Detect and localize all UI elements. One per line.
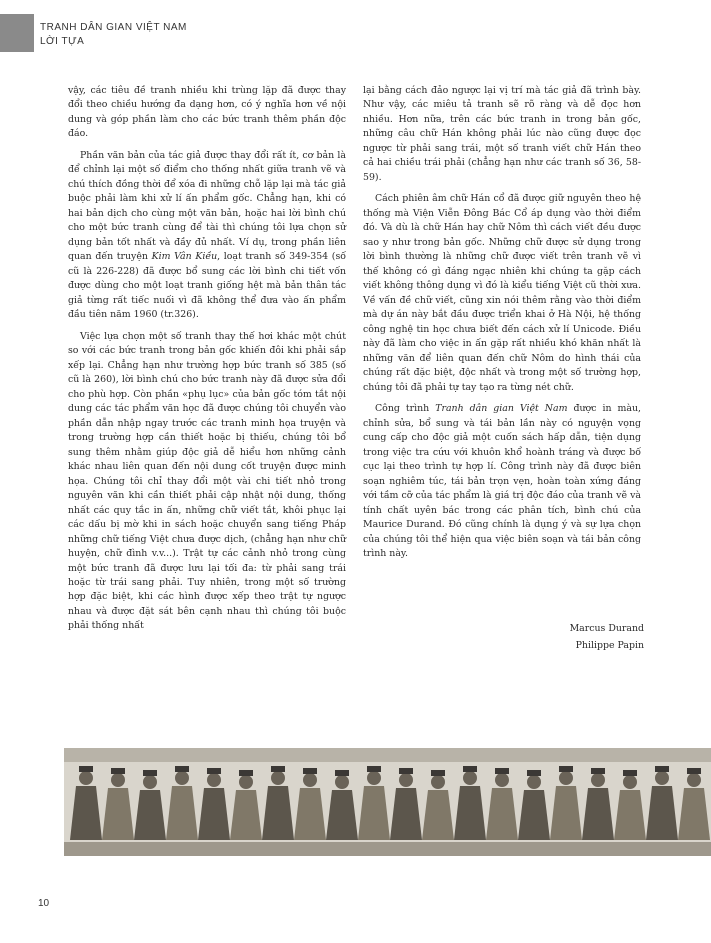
figure-hat	[399, 768, 413, 774]
book-title: TRANH DÂN GIAN VIỆT NAM	[40, 22, 187, 33]
figure-hat	[591, 768, 605, 774]
italic-title: Kim Vân Kiều	[151, 251, 218, 263]
figure-hat	[239, 770, 253, 776]
figure-head	[367, 771, 381, 785]
figure-hat	[367, 766, 381, 772]
left-paragraph-3: Việc lựa chọn một số tranh thay thế hơi khác một chút so với các bức tranh trong bản gốc khiến đôi khi phải sắp xếp lại. Chẳng hạn như trường hợp bức tranh số 385 (số cũ là 260), lời bình chú cho bức tranh này đã được sửa đổi cho phù hợp. Còn phần «phụ lục» của bản gốc tóm tắt nội dung các tác phẩm văn học đã được chúng tôi chuyển vào phần dẫn nhập ngay trước các tranh minh họa truyện và trong trường hợp cần thiết hoặc bị thiếu, chúng tôi bổ sung thêm nhằm giúp độc giả dễ hiểu hơn những cảnh khác nhau liên quan đến nội dung cốt truyện được minh họa. Chúng tôi chỉ thay đổi một vài chi tiết nhỏ trong nguyên văn khi cần thiết phải cập nhật nội dung, thống nhất các quy tắc in ấn, những chữ viết tắt, khôi phục lại các dấu bị mờ khi in sách hoặc chuyển sang tiếng Pháp những chữ tiếng Việt chưa được dịch, (chẳng hạn như chữ huyện, chữ đình v.v...). Trật tự các cảnh nhỏ trong cùng một bức tranh đã được lưu lại tối đa: từ phải sang trái hoặc từ trái sang phải. Tuy nhiên, trong một số trường hợp đặc biệt, khi các hình được xếp theo trật tự ngược nhau và được đặt sát bên cạnh nhau thì chúng tôi buộc phải thống nhất	[68, 330, 346, 632]
figure-head	[207, 773, 221, 787]
left-paragraph-2: Phần văn bản của tác giả được thay đổi rất ít, cơ bản là để chỉnh lại một số điểm cho thống nhất giữa tranh vẽ và chú thích đồng thời để xóa đi những chỗ lặp lại mà tác giả buộc phải làm khi xử lí ấn phẩm gốc. Chẳng hạn, khi có hai bản dịch cho cùng một văn bản, hoặc hai lời bình chú cho một bức tranh cùng để tài thì chúng tôi lựa chọn sử dụng bản tốt nhất và đầy đủ nhất. Ví dụ, trong phần liên quan đến truyện Kim Vân Kiều, loạt tranh số 349-354 (số cũ là 226-228) đã được bổ sung các lời bình chi tiết vốn được dùng cho một loạt tranh giống hệt mà bản thân tác giả từng rất tiếc nuối vì đã không thể đưa vào ấn phẩm đầu tiên năm 1960 (tr.326).	[68, 149, 346, 321]
painted-scroll-illustration	[64, 748, 711, 856]
figure-hat	[527, 770, 541, 776]
right-paragraph-2: Cách phiên âm chữ Hán cổ đã được giữ nguyên theo hệ thống mà Viện Viễn Đông Bác Cổ áp dụng vào thời điểm đó. Và dù là chữ Hán hay chữ Nôm thì cách viết đều được sao y như trong bản gốc. Những chữ được sử dụng trong lời bình thường là những chữ được viết trên tranh vẽ vì thế không có gì đáng ngạc nhiên khi chúng ta gặp cách viết không thông dụng vì đó là kiểu tiếng Việt cũ thời xưa. Về vấn đề chữ viết, cũng xin nói thêm rằng vào thời điểm mà dự án này bắt đầu được triển khai ở Hà Nội, hệ thống công nghệ tin học chưa biết đến cách xử lí Unicode. Điều này đã làm cho việc in ấn gặp rất nhiều khó khăn nhất là những văn để liên quan đến chữ Nôm do hình thái của chúng rất đặc biệt, độc nhất và trong một số trường hợp, chúng tôi đã phải tự tay tạo ra từng nét chữ.	[363, 193, 641, 393]
page-header	[0, 0, 711, 52]
procession-figures-image	[64, 748, 711, 856]
italic-book-title: Tranh dân gian Việt Nam	[435, 403, 568, 415]
left-column	[68, 84, 346, 641]
figure-head	[655, 771, 669, 785]
figure-head	[335, 775, 349, 789]
figure-head	[303, 773, 317, 787]
figure-hat	[431, 770, 445, 776]
right-paragraph-1: lại bằng cách đảo ngược lại vị trí mà tác giả đã trình bày. Như vậy, các miêu tả tranh sẽ rõ ràng và dễ đọc hơn nhiều. Hơn nữa, trên các bức tranh in trong bản gốc, những câu chữ Hán không phải lúc nào cũng được đọc ngược từ phải sang trái, một số tranh viết chữ Hán theo cả hai chiều trái phải (chẳng hạn như các tranh số 36, 58-59).	[363, 85, 641, 183]
page-number: 10	[38, 898, 50, 909]
signature-durand: Marcus Durand	[569, 623, 644, 634]
figure-head	[271, 771, 285, 785]
signature-papin: Philippe Papin	[575, 640, 644, 651]
figure-hat	[79, 766, 93, 772]
figure-hat	[655, 766, 669, 772]
figure-head	[463, 771, 477, 785]
left-paragraph-1: vậy, các tiêu đề tranh nhiều khi trùng lặp đã được thay đổi theo chiều hướng đa dạng hơn, có ý nghĩa hơn về nội dung và góp phần làm cho các bức tranh thêm phần độc đáo.	[68, 85, 346, 140]
figure-hat	[463, 766, 477, 772]
figure-head	[239, 775, 253, 789]
right-paragraph-3: Công trình Tranh dân gian Việt Nam được in màu, chỉnh sửa, bổ sung và tái bản lần này có nguyện vọng cung cấp cho độc giả một cuốn sách hấp dẫn, tiện dụng trong việc tra cứu với khuôn khổ hoành tráng và được bố cục lại theo trình tự hợp lí. Công trình này đã được biên soạn nghiêm túc, tái bản trọn vẹn, hoàn toàn xứng đáng với tầm cỡ của tác phẩm là giá trị độc đáo của tranh vẽ và tính chất uyên bác trong các phân tích, bình chú của Maurice Durand. Đó cũng chính là dụng ý và sự lựa chọn của chúng tôi thể hiện qua việc biên soạn và tái bản công trình này.	[363, 403, 641, 560]
figure-hat	[495, 768, 509, 774]
figure-head	[591, 773, 605, 787]
figure-head	[111, 773, 125, 787]
figure-hat	[175, 766, 189, 772]
figure-hat	[335, 770, 349, 776]
figure-head	[527, 775, 541, 789]
figure-head	[687, 773, 701, 787]
figure-head	[399, 773, 413, 787]
figure-hat	[111, 768, 125, 774]
figure-hat	[303, 768, 317, 774]
right-column	[363, 84, 641, 569]
figure-hat	[559, 766, 573, 772]
figure-hat	[207, 768, 221, 774]
figure-head	[79, 771, 93, 785]
figure-hat	[623, 770, 637, 776]
figure-head	[175, 771, 189, 785]
figure-head	[559, 771, 573, 785]
figure-head	[495, 773, 509, 787]
figure-hat	[143, 770, 157, 776]
figure-hat	[687, 768, 701, 774]
figure-hat	[271, 766, 285, 772]
section-title: LỜI TỰA	[40, 36, 85, 47]
figure-head	[143, 775, 157, 789]
figure-head	[431, 775, 445, 789]
header-gray-block	[0, 14, 34, 52]
figure-head	[623, 775, 637, 789]
